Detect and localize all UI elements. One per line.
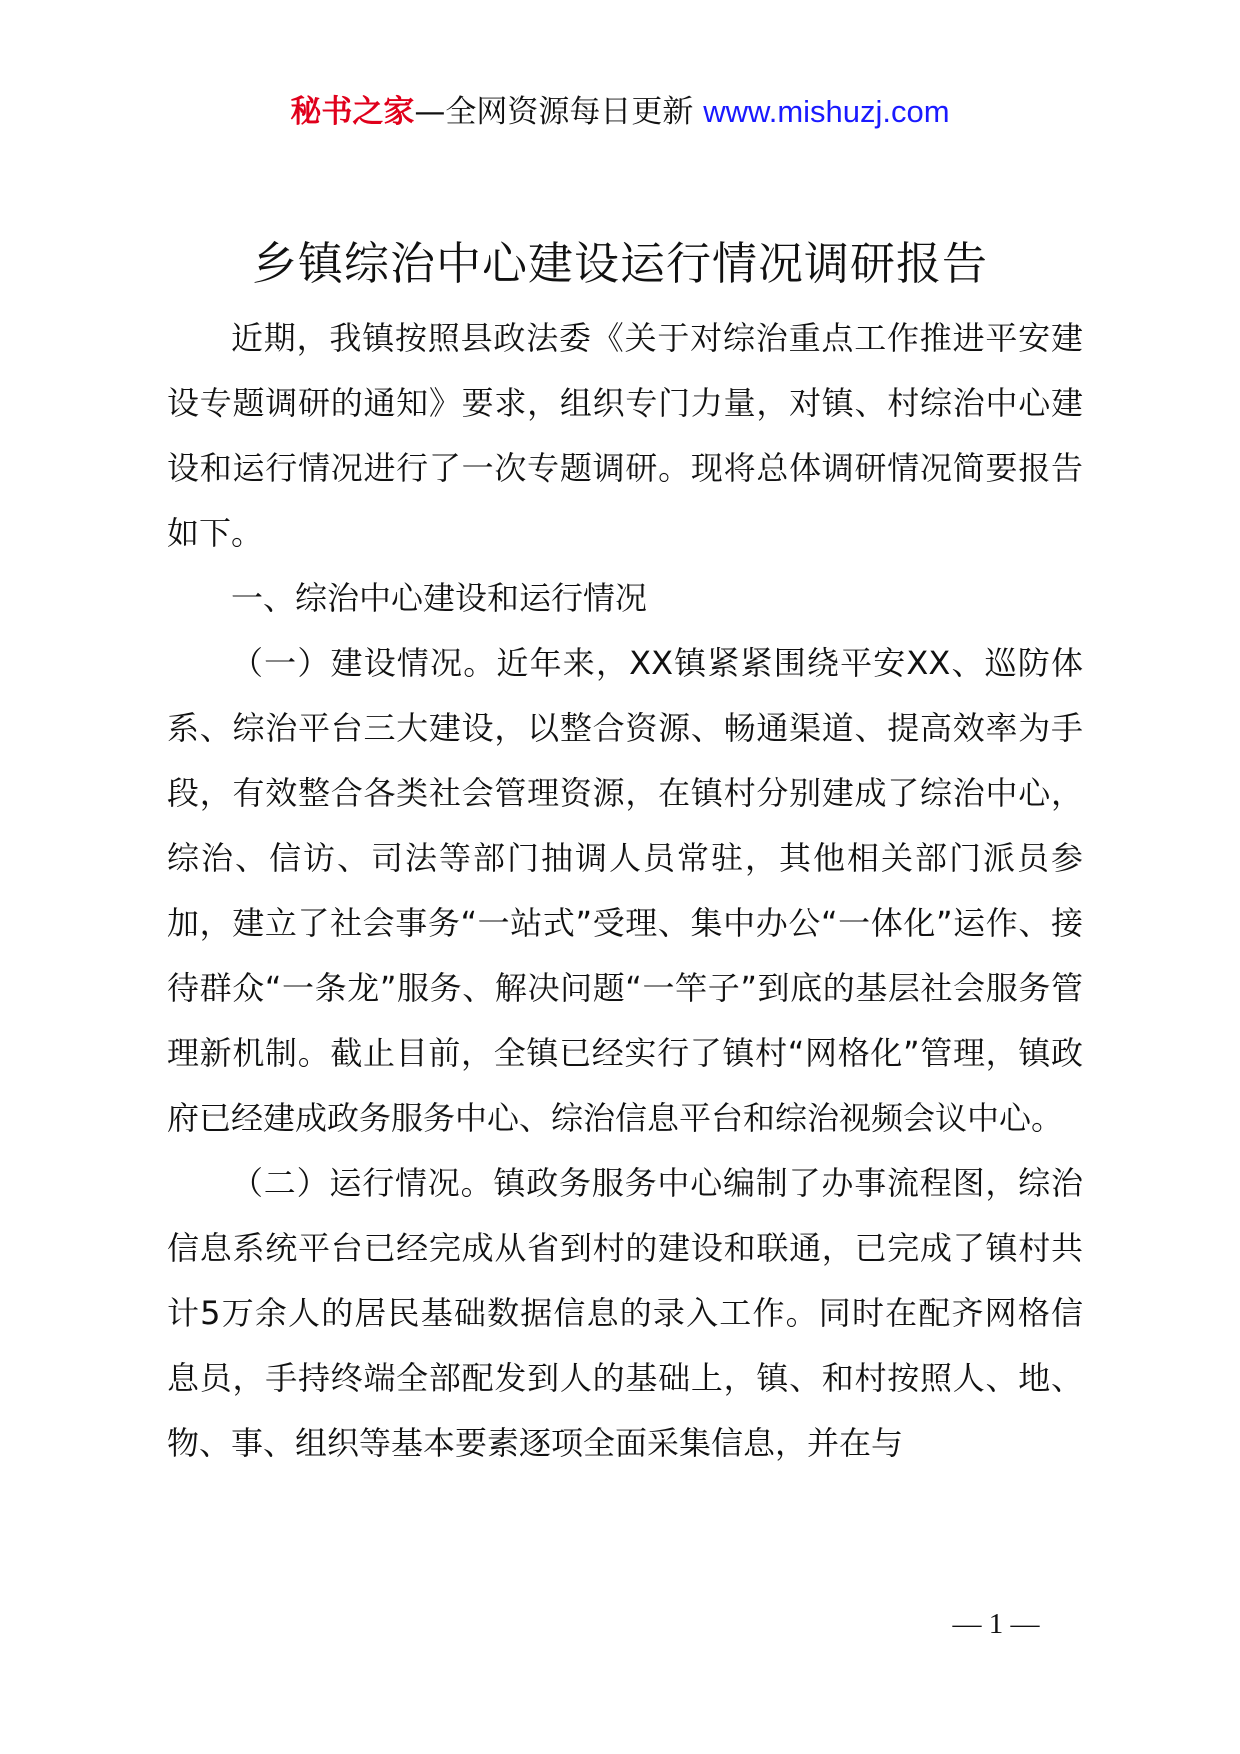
construction-paragraph: （一）建设情况。近年来，XX镇紧紧围绕平安XX、巡防体系、综治平台三大建设，以整合资源、畅通渠道、提高效率为手段，有效整合各类社会管理资源，在镇村分别建成了综治中心，综治、信访、司法等部门抽调人员常驻，其他相关部门派员参加，建立了社会事务“一站式”受理、集中办公“一体化”运作、接待群众“一条龙”服务、解决问题“一竿子”到底的基层社会服务管理新机制。截止目前，全镇已经实行了镇村“网格化”管理，镇政府已经建成政务服务中心、综治信息平台和综治视频会议中心。 [167, 644, 1083, 1137]
document-body [167, 306, 1083, 1476]
page-number: — 1 — [952, 1608, 1040, 1640]
intro-paragraph: 近期，我镇按照县政法委《关于对综治重点工作推进平安建设专题调研的通知》要求，组织专门力量，对镇、村综治中心建设和运行情况进行了一次专题调研。现将总体调研情况简要报告如下。 [167, 319, 1083, 552]
section-heading: 一、综治中心建设和运行情况 [231, 579, 648, 617]
document-title: 乡镇综治中心建设运行情况调研报告 [251, 237, 988, 290]
operation-paragraph: （二）运行情况。镇政务服务中心编制了办事流程图，综治信息系统平台已经完成从省到村的建设和联通，已完成了镇村共计5万余人的居民基础数据信息的录入工作。同时在配齐网格信息员，手持终端全部配发到人的基础上，镇、和村按照人、地、物、事、组织等基本要素逐项全面采集信息，并在与 [167, 1164, 1083, 1462]
site-url-link[interactable]: www.mishuzj.com [703, 94, 950, 129]
site-tagline: —全网资源每日更新 [414, 94, 694, 130]
site-header [0, 92, 1240, 132]
site-brand: 秘书之家 [290, 94, 415, 130]
